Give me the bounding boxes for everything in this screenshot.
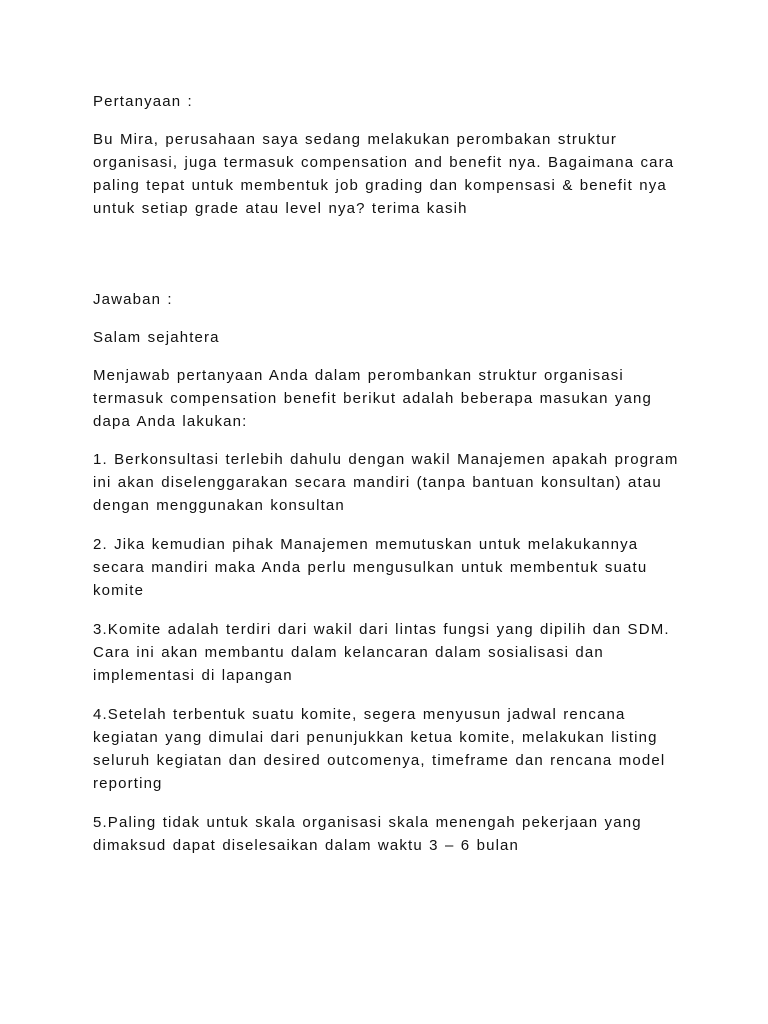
answer-step-3: 3.Komite adalah terdiri dari wakil dari lintas fungsi yang dipilih dan SDM. Cara ini akan membantu dalam kelancaran dalam sosialisasi dan implementasi di lapangan (93, 621, 670, 684)
question-label: Pertanyaan : (93, 93, 193, 110)
answer-intro: Menjawab pertanyaan Anda dalam perombankan struktur organisasi termasuk compensation benefit berikut adalah beberapa masukan yang dapa Anda lakukan: (93, 367, 653, 430)
answer-label: Jawaban : (93, 291, 173, 308)
document-body (93, 90, 683, 873)
answer-step-4: 4.Setelah terbentuk suatu komite, segera menyusun jadwal rencana kegiatan yang dimulai dari penunjukkan ketua komite, melakukan listing seluruh kegiatan dan desired outcomenya, timeframe dan rencana model reporting (93, 706, 666, 792)
answer-greeting: Salam sejahtera (93, 329, 220, 346)
answer-step-5: 5.Paling tidak untuk skala organisasi skala menengah pekerjaan yang dimaksud dapat diselesaikan dalam waktu 3 – 6 bulan (93, 814, 642, 854)
answer-step-1: 1. Berkonsultasi terlebih dahulu dengan wakil Manajemen apakah program ini akan diselenggarakan secara mandiri (tanpa bantuan konsultan) atau dengan menggunakan konsultan (93, 451, 679, 514)
answer-step-2: 2. Jika kemudian pihak Manajemen memutuskan untuk melakukannya secara mandiri maka Anda perlu mengusulkan untuk membentuk suatu komite (93, 536, 648, 599)
question-text: Bu Mira, perusahaan saya sedang melakukan perombakan struktur organisasi, juga termasuk compensation and benefit nya. Bagaimana cara paling tepat untuk membentuk job grading dan kompensasi & benefit nya untuk setiap grade atau level nya? terima kasih (93, 131, 675, 217)
